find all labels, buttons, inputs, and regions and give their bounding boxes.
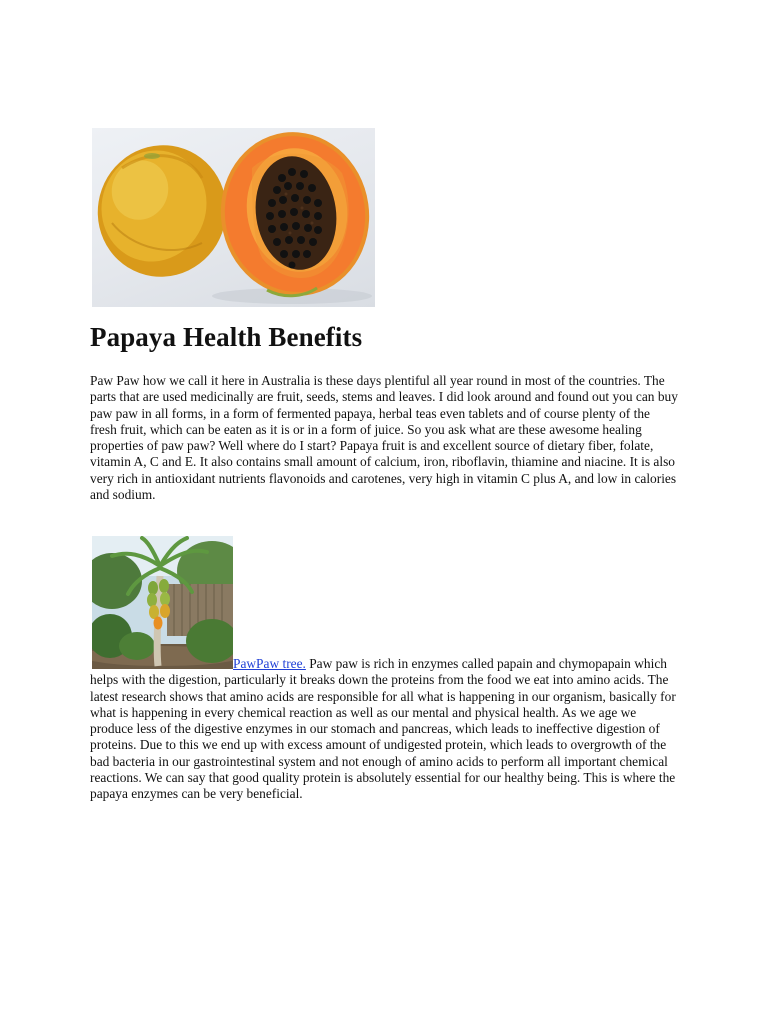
pawpaw-tree-link[interactable]: PawPaw tree. [233,656,306,671]
intro-paragraph: Paw Paw how we call it here in Australia is these days plentiful all year round in most of the countries. The parts that are used medicinally are fruit, seeds, stems and leaves. I did look around and found out you can buy paw paw in all forms, in a form of fermented papaya, herbal teas even tablets and of course plenty of the fresh fruit, which can be eaten as it is or in a form of juice. So you ask what are these awesome healing properties of paw paw? Well where do I start? Papaya fruit is and excellent source of dietary fiber, folate, vitamin A, C and E. It also contains small amount of calcium, iron, riboflavin, thiamine and niacine. It is also very rich in antioxidant nutrients flavonoids and carotenes, very high in vitamin C plus A, and low in calories and sodium. [90,373,678,503]
page-title: Papaya Health Benefits [90,322,363,352]
papaya-illustration [92,128,375,307]
pawpaw-tree-photo [92,536,233,669]
papaya-photo [92,128,375,307]
enzymes-paragraph [90,656,680,803]
tree-illustration [92,536,233,669]
enzymes-paragraph-text: Paw paw is rich in enzymes called papain and chymopapain which helps with the digestion, particularly it breaks down the proteins from the food we eat into amino acids. The latest research shows that amino acids are responsible for all what is happening in our organism, basically for what is happening in every chemical reaction as well as our mental and physical health. As we age we produce less of the digestive enzymes in our stomach and pancreas, which leads to ineffective digestion of proteins. Due to this we end up with excess amount of undigested protein, which leads to overgrowth of the bad bacteria in our gastrointestinal system and not enough of amino acids to perform all important chemical reactions. We can say that good quality protein is absolutely essential for our healthy being. This is where the papaya enzymes can be very beneficial. [90,656,676,802]
